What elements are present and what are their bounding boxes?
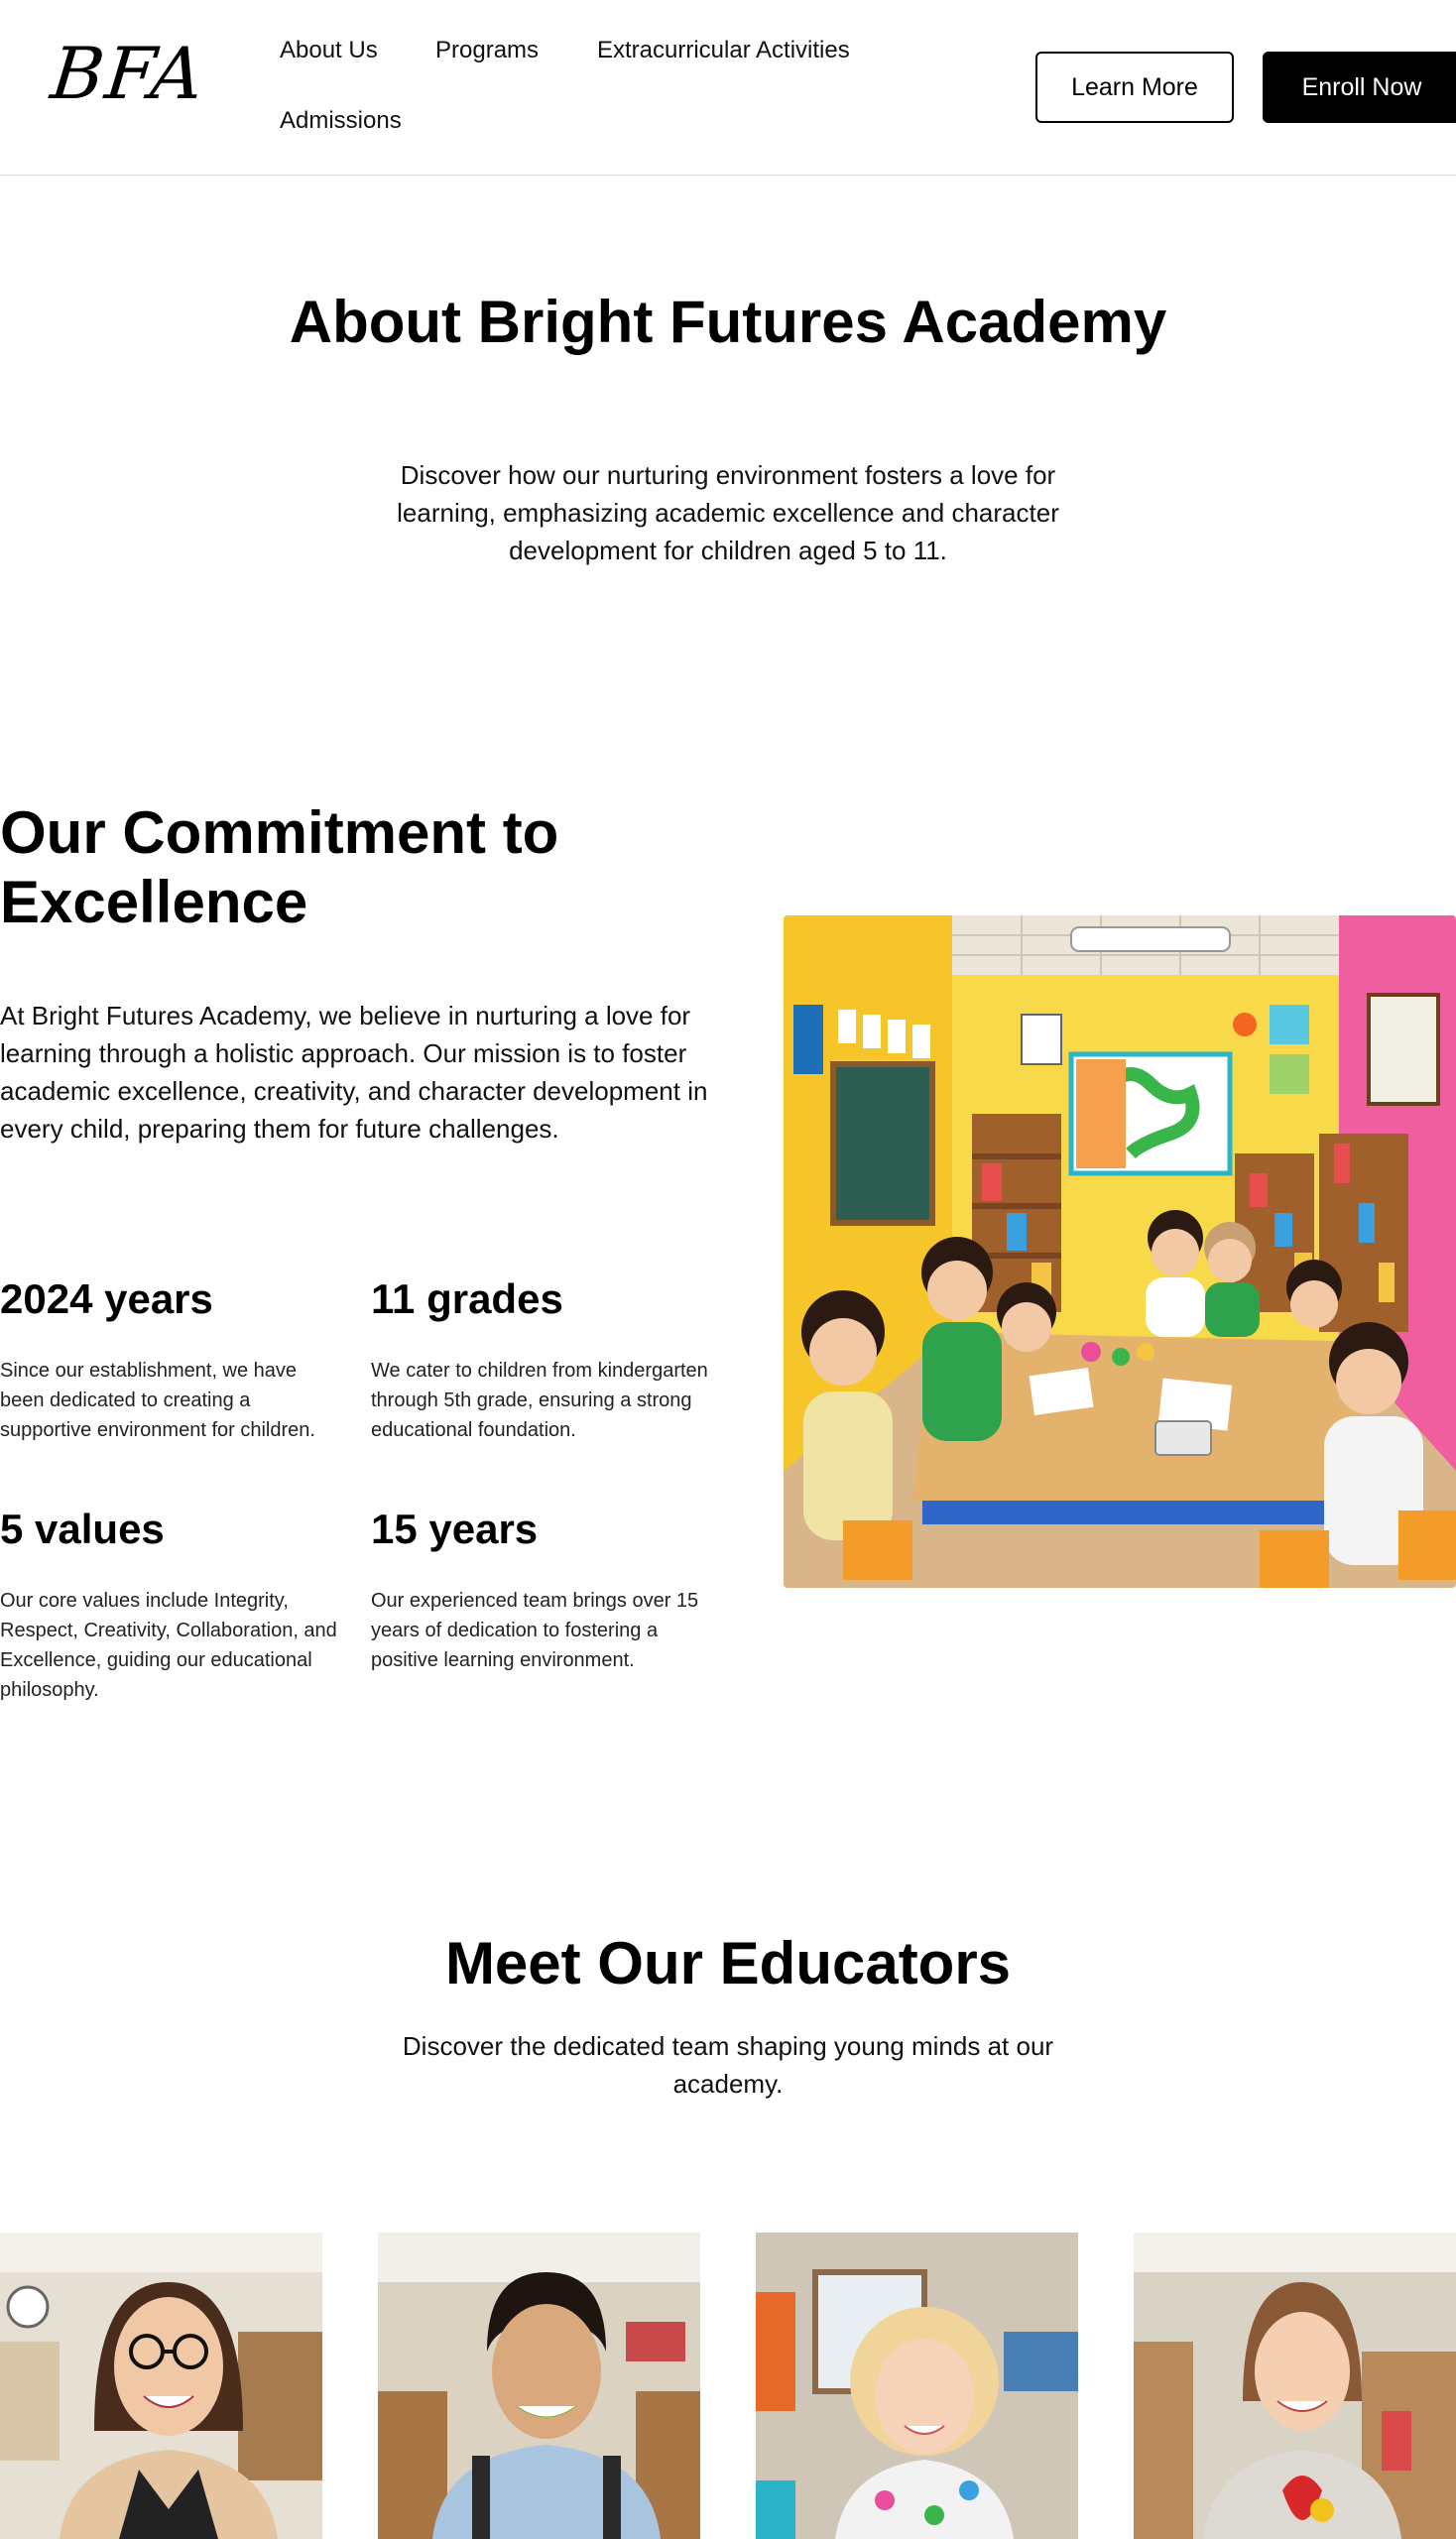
stat-text: We cater to children from kindergarten through 5th grade, ensuring a strong educational foundation. [371,1360,708,1441]
stat-experience [371,1506,713,1675]
educator-photo-1 [0,2233,322,2539]
learn-more-button[interactable]: Learn More [1035,52,1234,123]
educator-photo-3 [756,2233,1078,2539]
stat-grades [371,1275,713,1445]
stat-text: Our experienced team brings over 15 years of dedication to fostering a positive learning environment. [371,1590,699,1671]
site-header [0,0,1456,176]
stat-years-established [0,1275,342,1445]
stat-text: Our core values include Integrity, Respect, Creativity, Collaboration, and Excellence, guiding our educational philosophy. [0,1590,337,1701]
commitment-title: Our Commitment to Excellence [0,799,559,935]
nav-about-us[interactable]: About Us [280,37,378,63]
educator-photo-4 [1134,2233,1456,2539]
stat-value: 2024 years [0,1275,213,1322]
stat-value: 11 grades [371,1275,563,1322]
enroll-now-button[interactable]: Enroll Now [1263,52,1456,123]
educator-photo-2 [378,2233,700,2539]
about-title: About Bright Futures Academy [289,289,1167,355]
nav-admissions[interactable]: Admissions [280,107,402,134]
nav-extracurricular-activities[interactable]: Extracurricular Activities [597,37,850,63]
stat-values [0,1506,342,1705]
nav-programs[interactable]: Programs [435,37,540,63]
stat-value: 15 years [371,1506,539,1552]
logo[interactable]: BFA [47,32,210,115]
educators-title: Meet Our Educators [444,1930,1012,1996]
stat-value: 5 values [0,1506,165,1552]
stat-text: Since our establishment, we have been dedicated to creating a supportive environment for children. [0,1360,315,1441]
classroom-image [784,915,1456,1588]
commitment-description: At Bright Futures Academy, we believe in nurturing a love for learning through a holistic approach. Our mission is to foster academic excellence, creativity, and character development in every child, preparing them for future challenges. [0,1001,708,1144]
educators-description: Discover the dedicated team shaping young minds at our academy. [402,2031,1054,2099]
about-description: Discover how our nurturing environment fosters a love for learning, emphasizing academic excellence and character development for children aged 5 to 11. [397,460,1059,565]
